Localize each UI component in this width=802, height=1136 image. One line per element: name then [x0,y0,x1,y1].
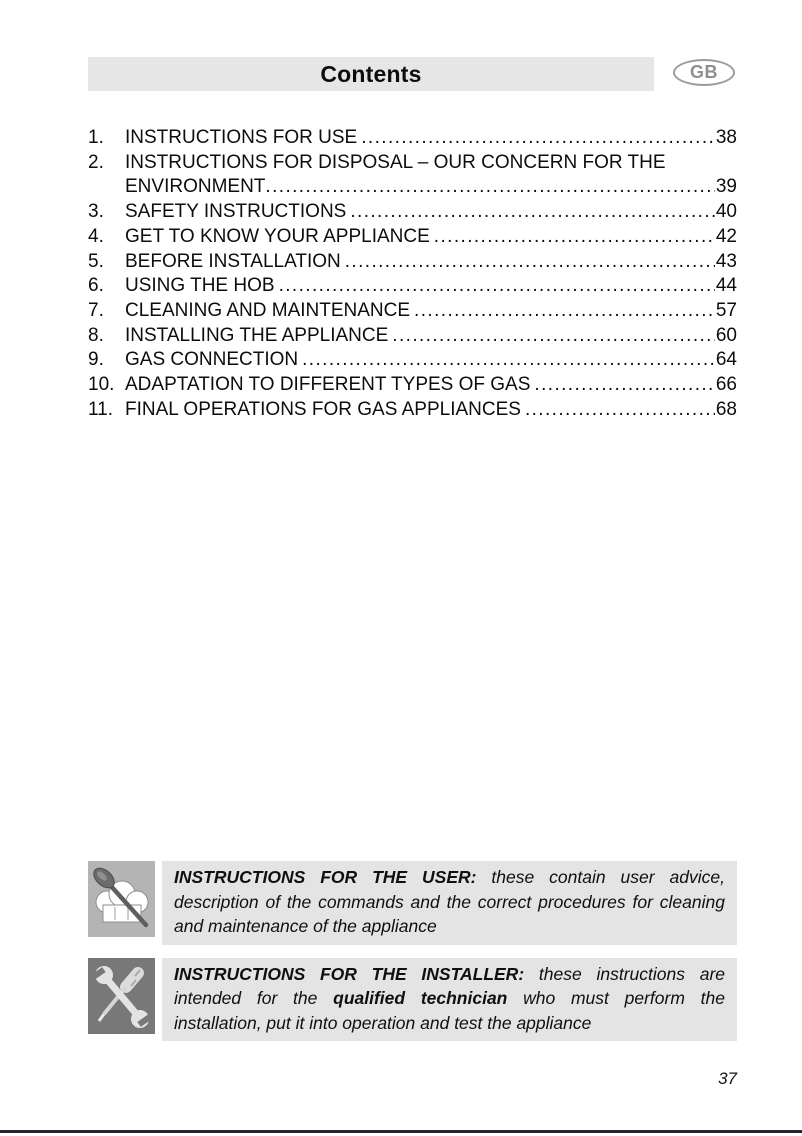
qualified-technician-term: qualified technician [333,988,508,1008]
toc-entry-page: 66 [715,374,737,396]
toc-entry [88,250,737,275]
toc-entry-title: GET TO KNOW YOUR APPLIANCE [125,225,430,247]
dot-leader [302,348,715,373]
dot-leader [392,324,715,349]
toc-entry [88,348,737,373]
installer-instructions-lead: INSTRUCTIONS FOR THE INSTALLER: [174,963,525,984]
dot-leader [279,274,715,299]
toc-entry [88,126,737,151]
installer-instructions-note [88,958,737,1042]
dot-leader [414,299,715,324]
toc-entry-number-spacer [88,175,125,200]
toc-entry-title: USING THE HOB [125,275,275,297]
toc-entry-number: 1. [88,127,104,148]
dot-leader [361,126,715,151]
language-badge-gb [673,59,735,86]
language-badge-label: GB [690,62,718,82]
dot-leader [434,225,715,250]
toc-entry-number: 3. [88,201,104,223]
toc-entry-title-line2: ENVIRONMENT [125,176,266,198]
toc-entry-number: 7. [88,299,104,321]
toc-entry-continuation [88,175,737,200]
dot-leader [534,373,714,398]
toc-entry-page: 43 [715,250,737,272]
toc-entry [88,151,737,176]
user-instructions-text [162,861,737,945]
toc-entry-page: 68 [715,398,737,420]
user-instructions-lead: INSTRUCTIONS FOR THE USER: [174,867,477,887]
toc-entry-number: 9. [88,349,104,371]
dot-leader [525,398,715,423]
page-title: Contents [320,60,422,87]
toc-entry [88,299,737,324]
toc-entry [88,200,737,225]
dot-leader [345,250,715,275]
dot-leader [350,200,715,225]
contents-header-bar [88,57,654,91]
toc-entry-number: 5. [88,250,104,272]
toc-entry-page: 39 [715,176,737,198]
toc-entry-title: INSTRUCTIONS FOR USE [125,127,358,148]
dot-leader [265,175,714,200]
toc-entry-page: 57 [715,299,737,321]
toc-entry [88,225,737,250]
toc-entry-title: INSTALLING THE APPLIANCE [125,324,389,346]
toc-entry-page: 44 [715,275,737,297]
bottom-rule [0,1130,802,1133]
chef-hat-spoon-icon [88,861,155,937]
toc-entry-number: 2. [88,151,104,173]
toc-entry-number: 6. [88,275,104,297]
toc-entry [88,373,737,398]
toc-entry-title: FINAL OPERATIONS FOR GAS APPLIANCES [125,398,521,420]
installer-instructions-text [162,958,737,1042]
toc-entry-title-line1: INSTRUCTIONS FOR DISPOSAL – OUR CONCERN FOR THE [125,151,666,173]
toc-entry-page: 40 [715,201,737,223]
toc-entry-title: GAS CONNECTION [125,349,299,371]
instruction-notes [88,861,737,1054]
toc-entry-page: 38 [715,127,737,148]
toc-entry-page: 42 [715,225,737,247]
user-instructions-note [88,861,737,945]
toc-entry-title: CLEANING AND MAINTENANCE [125,299,411,321]
installer-instructions-body-2: who must perform the installation, put it into operation and test the appliance [174,988,725,1033]
toc-entry-number: 4. [88,225,104,247]
toc-entry-title: ADAPTATION TO DIFFERENT TYPES OF GAS [125,374,531,396]
toc-entry-page: 64 [715,349,737,371]
toc-entry-title: SAFETY INSTRUCTIONS [125,201,347,223]
toc-entry [88,398,737,423]
toc-entry-page: 60 [715,324,737,346]
toc-entry-number: 11. [88,398,114,420]
toc-entry-number: 10. [88,374,115,396]
toc-entry [88,324,737,349]
toc-entry [88,274,737,299]
table-of-contents [88,126,737,422]
wrench-screwdriver-icon [88,958,155,1034]
toc-entry-title: BEFORE INSTALLATION [125,250,341,272]
installer-instructions-body-1: these instructions are intended for the [174,963,726,1008]
toc-entry-number: 8. [88,324,104,346]
user-instructions-body: these contain user advice, description of the commands and the correct procedures for cleaning and maintenance of the appliance [174,867,725,936]
page-number: 37 [718,1069,737,1088]
